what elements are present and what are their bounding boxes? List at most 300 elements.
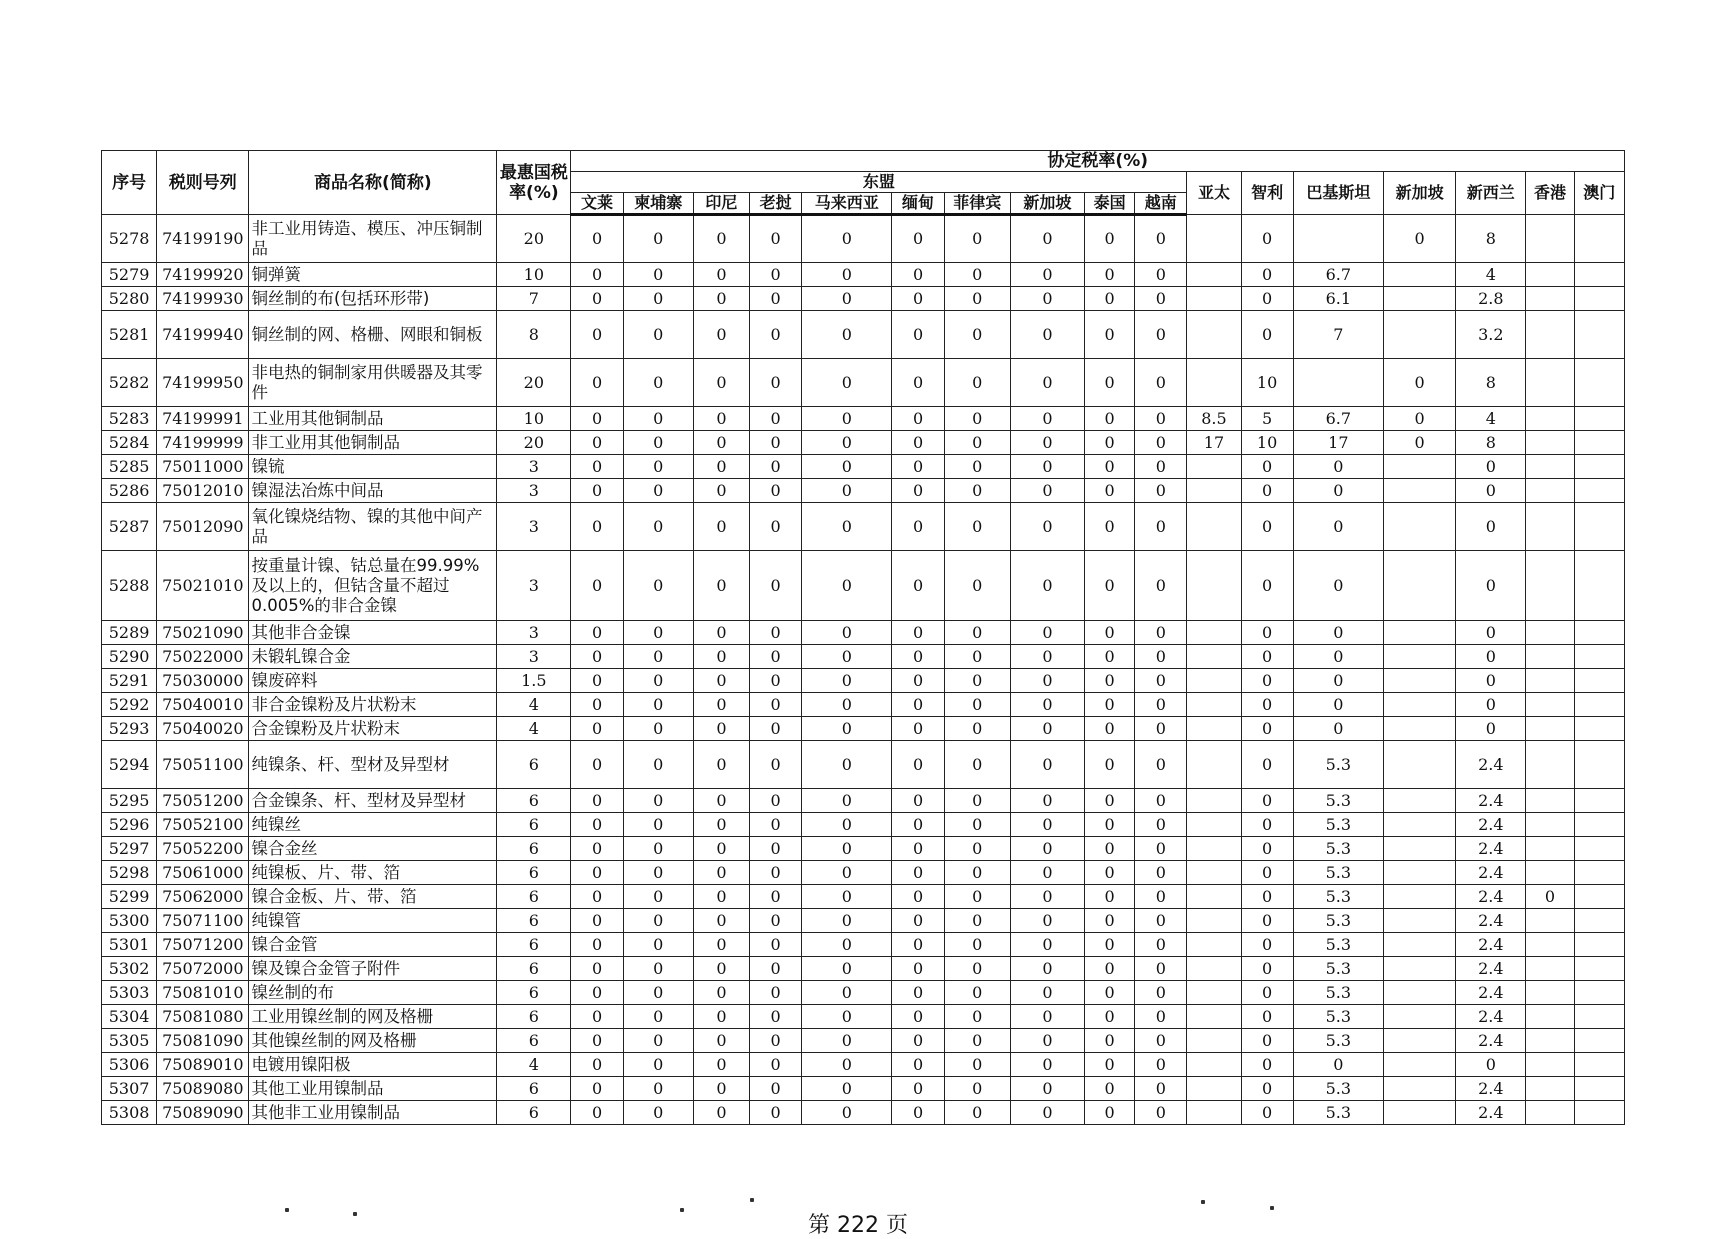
cell-mfn: 6 bbox=[497, 1077, 571, 1101]
cell-agreement-rate bbox=[1293, 215, 1383, 263]
cell-agreement-rate bbox=[1526, 861, 1574, 885]
cell-asean-rate: 0 bbox=[802, 933, 892, 957]
cell-agreement-rate bbox=[1526, 359, 1574, 407]
cell-name: 非工业用其他铜制品 bbox=[249, 431, 497, 455]
cell-asean-rate: 0 bbox=[944, 551, 1010, 621]
cell-agreement-rate: 0 bbox=[1241, 669, 1293, 693]
table-row bbox=[102, 551, 1625, 621]
cell-asean-rate: 0 bbox=[1010, 1077, 1084, 1101]
cell-agreement-rate bbox=[1383, 813, 1455, 837]
cell-asean-rate: 0 bbox=[1135, 479, 1187, 503]
cell-asean-rate: 0 bbox=[623, 431, 693, 455]
cell-agreement-rate: 5.3 bbox=[1293, 837, 1383, 861]
cell-mfn: 6 bbox=[497, 1029, 571, 1053]
cell-asean-rate: 0 bbox=[623, 503, 693, 551]
cell-asean-rate: 0 bbox=[1010, 741, 1084, 789]
cell-agreement-rate: 5.3 bbox=[1293, 909, 1383, 933]
cell-agreement-rate: 0 bbox=[1293, 693, 1383, 717]
table-row bbox=[102, 311, 1625, 359]
cell-asean-rate: 0 bbox=[693, 287, 749, 311]
cell-agreement-rate bbox=[1526, 479, 1574, 503]
cell-asean-rate: 0 bbox=[1135, 717, 1187, 741]
cell-asean-rate: 0 bbox=[750, 551, 802, 621]
cell-asean-rate: 0 bbox=[1010, 479, 1084, 503]
cell-asean-rate: 0 bbox=[802, 861, 892, 885]
cell-agreement-rate: 5.3 bbox=[1293, 885, 1383, 909]
cell-code: 75081080 bbox=[157, 1005, 249, 1029]
cell-asean-rate: 0 bbox=[1085, 287, 1135, 311]
cell-asean-rate: 0 bbox=[1085, 789, 1135, 813]
cell-asean-rate: 0 bbox=[892, 1029, 944, 1053]
cell-agreement-rate bbox=[1526, 933, 1574, 957]
cell-asean-rate: 0 bbox=[1010, 287, 1084, 311]
cell-asean-rate: 0 bbox=[750, 933, 802, 957]
cell-asean-rate: 0 bbox=[693, 1101, 749, 1125]
cell-name: 其他非工业用镍制品 bbox=[249, 1101, 497, 1125]
table-row bbox=[102, 717, 1625, 741]
cell-asean-rate: 0 bbox=[571, 1077, 623, 1101]
header-asean-member: 文莱 bbox=[571, 193, 623, 215]
cell-asean-rate: 0 bbox=[944, 311, 1010, 359]
cell-asean-rate: 0 bbox=[693, 981, 749, 1005]
cell-name: 镍合金丝 bbox=[249, 837, 497, 861]
cell-mfn: 3 bbox=[497, 645, 571, 669]
cell-asean-rate: 0 bbox=[623, 789, 693, 813]
table-row bbox=[102, 407, 1625, 431]
cell-asean-rate: 0 bbox=[571, 981, 623, 1005]
cell-agreement-rate bbox=[1574, 789, 1624, 813]
cell-agreement-rate: 0 bbox=[1456, 669, 1526, 693]
cell-asean-rate: 0 bbox=[693, 621, 749, 645]
cell-agreement-rate: 0 bbox=[1526, 885, 1574, 909]
cell-agreement-rate bbox=[1187, 311, 1241, 359]
cell-agreement-rate bbox=[1526, 957, 1574, 981]
cell-seq: 5299 bbox=[102, 885, 157, 909]
cell-asean-rate: 0 bbox=[571, 215, 623, 263]
page-number: 第 222 页 bbox=[808, 1213, 908, 1238]
cell-agreement-rate: 8 bbox=[1456, 431, 1526, 455]
cell-mfn: 7 bbox=[497, 287, 571, 311]
cell-asean-rate: 0 bbox=[944, 215, 1010, 263]
cell-agreement-rate bbox=[1187, 741, 1241, 789]
cell-seq: 5301 bbox=[102, 933, 157, 957]
cell-asean-rate: 0 bbox=[944, 621, 1010, 645]
cell-agreement-rate bbox=[1187, 933, 1241, 957]
cell-asean-rate: 0 bbox=[1085, 741, 1135, 789]
cell-asean-rate: 0 bbox=[892, 861, 944, 885]
cell-agreement-rate bbox=[1526, 789, 1574, 813]
cell-asean-rate: 0 bbox=[571, 503, 623, 551]
cell-asean-rate: 0 bbox=[1010, 431, 1084, 455]
cell-asean-rate: 0 bbox=[1135, 669, 1187, 693]
cell-asean-rate: 0 bbox=[693, 359, 749, 407]
table-row bbox=[102, 1053, 1625, 1077]
table-row bbox=[102, 263, 1625, 287]
cell-agreement-rate: 5.3 bbox=[1293, 957, 1383, 981]
cell-name: 其他镍丝制的网及格栅 bbox=[249, 1029, 497, 1053]
cell-asean-rate: 0 bbox=[892, 741, 944, 789]
cell-asean-rate: 0 bbox=[571, 693, 623, 717]
cell-asean-rate: 0 bbox=[1085, 359, 1135, 407]
cell-agreement-rate: 2.4 bbox=[1456, 837, 1526, 861]
cell-agreement-rate bbox=[1526, 693, 1574, 717]
cell-agreement-rate bbox=[1574, 669, 1624, 693]
cell-asean-rate: 0 bbox=[1085, 813, 1135, 837]
cell-asean-rate: 0 bbox=[802, 957, 892, 981]
cell-code: 74199930 bbox=[157, 287, 249, 311]
cell-asean-rate: 0 bbox=[571, 479, 623, 503]
cell-code: 74199991 bbox=[157, 407, 249, 431]
cell-code: 74199190 bbox=[157, 215, 249, 263]
cell-asean-rate: 0 bbox=[892, 957, 944, 981]
cell-agreement-rate bbox=[1574, 837, 1624, 861]
cell-agreement-rate bbox=[1526, 1029, 1574, 1053]
cell-agreement-rate bbox=[1187, 215, 1241, 263]
table-row bbox=[102, 455, 1625, 479]
cell-agreement-rate bbox=[1187, 789, 1241, 813]
cell-agreement-rate bbox=[1383, 645, 1455, 669]
cell-mfn: 4 bbox=[497, 693, 571, 717]
cell-agreement-rate: 6.1 bbox=[1293, 287, 1383, 311]
cell-asean-rate: 0 bbox=[693, 1053, 749, 1077]
cell-code: 75030000 bbox=[157, 669, 249, 693]
cell-agreement-rate bbox=[1383, 1077, 1455, 1101]
cell-asean-rate: 0 bbox=[693, 407, 749, 431]
cell-agreement-rate: 2.8 bbox=[1456, 287, 1526, 311]
cell-agreement-rate: 0 bbox=[1241, 885, 1293, 909]
cell-asean-rate: 0 bbox=[1135, 933, 1187, 957]
cell-mfn: 3 bbox=[497, 621, 571, 645]
cell-agreement-rate: 17 bbox=[1187, 431, 1241, 455]
cell-code: 75022000 bbox=[157, 645, 249, 669]
cell-asean-rate: 0 bbox=[944, 455, 1010, 479]
cell-name: 工业用其他铜制品 bbox=[249, 407, 497, 431]
cell-agreement-rate bbox=[1187, 837, 1241, 861]
cell-name: 镍合金管 bbox=[249, 933, 497, 957]
cell-agreement-rate bbox=[1187, 981, 1241, 1005]
cell-asean-rate: 0 bbox=[802, 479, 892, 503]
cell-asean-rate: 0 bbox=[1135, 621, 1187, 645]
cell-agreement-rate: 0 bbox=[1293, 551, 1383, 621]
cell-asean-rate: 0 bbox=[1135, 885, 1187, 909]
cell-asean-rate: 0 bbox=[802, 407, 892, 431]
cell-asean-rate: 0 bbox=[693, 885, 749, 909]
cell-asean-rate: 0 bbox=[802, 311, 892, 359]
cell-code: 75089080 bbox=[157, 1077, 249, 1101]
cell-mfn: 6 bbox=[497, 789, 571, 813]
cell-agreement-rate: 0 bbox=[1456, 645, 1526, 669]
cell-agreement-rate: 5.3 bbox=[1293, 981, 1383, 1005]
cell-agreement-rate bbox=[1383, 311, 1455, 359]
cell-code: 75052100 bbox=[157, 813, 249, 837]
cell-asean-rate: 0 bbox=[571, 311, 623, 359]
cell-mfn: 1.5 bbox=[497, 669, 571, 693]
cell-asean-rate: 0 bbox=[1135, 693, 1187, 717]
cell-agreement-rate: 4 bbox=[1456, 263, 1526, 287]
cell-mfn: 20 bbox=[497, 215, 571, 263]
cell-asean-rate: 0 bbox=[892, 263, 944, 287]
header-asean-member: 泰国 bbox=[1085, 193, 1135, 215]
cell-asean-rate: 0 bbox=[571, 407, 623, 431]
cell-asean-rate: 0 bbox=[750, 455, 802, 479]
table-row bbox=[102, 981, 1625, 1005]
cell-agreement-rate: 0 bbox=[1241, 455, 1293, 479]
tariff-table bbox=[101, 150, 1625, 1125]
cell-agreement-rate bbox=[1574, 741, 1624, 789]
cell-mfn: 6 bbox=[497, 909, 571, 933]
table-body bbox=[102, 215, 1625, 1125]
cell-asean-rate: 0 bbox=[944, 669, 1010, 693]
cell-asean-rate: 0 bbox=[892, 455, 944, 479]
cell-agreement-rate: 0 bbox=[1456, 455, 1526, 479]
table-row bbox=[102, 813, 1625, 837]
cell-agreement-rate: 0 bbox=[1293, 669, 1383, 693]
cell-seq: 5295 bbox=[102, 789, 157, 813]
cell-agreement-rate bbox=[1574, 1005, 1624, 1029]
cell-agreement-rate bbox=[1526, 813, 1574, 837]
cell-asean-rate: 0 bbox=[802, 359, 892, 407]
cell-asean-rate: 0 bbox=[944, 263, 1010, 287]
cell-asean-rate: 0 bbox=[750, 215, 802, 263]
cell-seq: 5297 bbox=[102, 837, 157, 861]
cell-asean-rate: 0 bbox=[1085, 1053, 1135, 1077]
cell-agreement-rate: 0 bbox=[1241, 479, 1293, 503]
cell-agreement-rate bbox=[1574, 215, 1624, 263]
cell-agreement-rate bbox=[1574, 1101, 1624, 1125]
cell-asean-rate: 0 bbox=[1135, 287, 1187, 311]
cell-asean-rate: 0 bbox=[802, 693, 892, 717]
cell-asean-rate: 0 bbox=[892, 431, 944, 455]
cell-asean-rate: 0 bbox=[693, 693, 749, 717]
cell-agreement-rate: 2.4 bbox=[1456, 861, 1526, 885]
cell-seq: 5280 bbox=[102, 287, 157, 311]
cell-asean-rate: 0 bbox=[1085, 621, 1135, 645]
cell-asean-rate: 0 bbox=[1135, 909, 1187, 933]
cell-seq: 5287 bbox=[102, 503, 157, 551]
cell-asean-rate: 0 bbox=[944, 503, 1010, 551]
cell-name: 铜弹簧 bbox=[249, 263, 497, 287]
header-other: 香港 bbox=[1526, 172, 1574, 215]
cell-agreement-rate bbox=[1526, 503, 1574, 551]
cell-asean-rate: 0 bbox=[623, 909, 693, 933]
cell-asean-rate: 0 bbox=[693, 215, 749, 263]
cell-agreement-rate: 5 bbox=[1241, 407, 1293, 431]
cell-agreement-rate: 10 bbox=[1241, 359, 1293, 407]
table-row bbox=[102, 1029, 1625, 1053]
cell-asean-rate: 0 bbox=[1135, 407, 1187, 431]
cell-mfn: 4 bbox=[497, 717, 571, 741]
cell-agreement-rate: 3.2 bbox=[1456, 311, 1526, 359]
cell-asean-rate: 0 bbox=[693, 837, 749, 861]
cell-agreement-rate bbox=[1526, 669, 1574, 693]
cell-seq: 5284 bbox=[102, 431, 157, 455]
cell-mfn: 6 bbox=[497, 837, 571, 861]
cell-asean-rate: 0 bbox=[1085, 669, 1135, 693]
cell-agreement-rate bbox=[1383, 933, 1455, 957]
cell-asean-rate: 0 bbox=[1135, 957, 1187, 981]
cell-asean-rate: 0 bbox=[892, 407, 944, 431]
cell-asean-rate: 0 bbox=[693, 1077, 749, 1101]
cell-asean-rate: 0 bbox=[571, 789, 623, 813]
cell-mfn: 6 bbox=[497, 813, 571, 837]
cell-agreement-rate bbox=[1574, 1053, 1624, 1077]
cell-agreement-rate: 0 bbox=[1293, 479, 1383, 503]
cell-agreement-rate: 0 bbox=[1293, 645, 1383, 669]
cell-asean-rate: 0 bbox=[571, 359, 623, 407]
cell-mfn: 4 bbox=[497, 1053, 571, 1077]
cell-asean-rate: 0 bbox=[802, 813, 892, 837]
cell-agreement-rate: 4 bbox=[1456, 407, 1526, 431]
cell-asean-rate: 0 bbox=[1010, 1053, 1084, 1077]
cell-asean-rate: 0 bbox=[623, 1101, 693, 1125]
cell-asean-rate: 0 bbox=[750, 311, 802, 359]
cell-asean-rate: 0 bbox=[944, 717, 1010, 741]
cell-mfn: 6 bbox=[497, 957, 571, 981]
header-code: 税则号列 bbox=[157, 151, 249, 215]
cell-seq: 5288 bbox=[102, 551, 157, 621]
cell-asean-rate: 0 bbox=[892, 1077, 944, 1101]
cell-seq: 5304 bbox=[102, 1005, 157, 1029]
cell-asean-rate: 0 bbox=[1085, 1101, 1135, 1125]
table-row bbox=[102, 885, 1625, 909]
cell-agreement-rate bbox=[1383, 669, 1455, 693]
cell-asean-rate: 0 bbox=[1010, 693, 1084, 717]
cell-code: 75051200 bbox=[157, 789, 249, 813]
cell-agreement-rate: 0 bbox=[1241, 1077, 1293, 1101]
cell-asean-rate: 0 bbox=[750, 837, 802, 861]
cell-asean-rate: 0 bbox=[1010, 813, 1084, 837]
header-asean-member: 菲律宾 bbox=[944, 193, 1010, 215]
cell-agreement-rate: 2.4 bbox=[1456, 933, 1526, 957]
header-other: 智利 bbox=[1241, 172, 1293, 215]
cell-asean-rate: 0 bbox=[1010, 645, 1084, 669]
cell-asean-rate: 0 bbox=[1135, 1029, 1187, 1053]
cell-asean-rate: 0 bbox=[693, 431, 749, 455]
cell-asean-rate: 0 bbox=[571, 645, 623, 669]
cell-agreement-rate: 0 bbox=[1241, 215, 1293, 263]
cell-asean-rate: 0 bbox=[1085, 885, 1135, 909]
header-other: 澳门 bbox=[1574, 172, 1624, 215]
cell-mfn: 20 bbox=[497, 359, 571, 407]
cell-asean-rate: 0 bbox=[1085, 431, 1135, 455]
cell-asean-rate: 0 bbox=[944, 1005, 1010, 1029]
cell-asean-rate: 0 bbox=[1010, 717, 1084, 741]
cell-agreement-rate bbox=[1526, 1077, 1574, 1101]
cell-asean-rate: 0 bbox=[1135, 359, 1187, 407]
table-row bbox=[102, 669, 1625, 693]
cell-asean-rate: 0 bbox=[750, 957, 802, 981]
cell-asean-rate: 0 bbox=[802, 837, 892, 861]
cell-asean-rate: 0 bbox=[1010, 407, 1084, 431]
cell-asean-rate: 0 bbox=[1085, 933, 1135, 957]
cell-agreement-rate bbox=[1526, 287, 1574, 311]
cell-agreement-rate bbox=[1574, 981, 1624, 1005]
cell-asean-rate: 0 bbox=[571, 1053, 623, 1077]
cell-agreement-rate: 0 bbox=[1241, 981, 1293, 1005]
cell-code: 74199920 bbox=[157, 263, 249, 287]
cell-asean-rate: 0 bbox=[623, 215, 693, 263]
cell-agreement-rate: 0 bbox=[1241, 621, 1293, 645]
cell-asean-rate: 0 bbox=[944, 861, 1010, 885]
cell-agreement-rate: 2.4 bbox=[1456, 1029, 1526, 1053]
cell-asean-rate: 0 bbox=[1085, 1077, 1135, 1101]
cell-name: 工业用镍丝制的网及格栅 bbox=[249, 1005, 497, 1029]
cell-name: 镍锍 bbox=[249, 455, 497, 479]
cell-asean-rate: 0 bbox=[623, 837, 693, 861]
cell-seq: 5289 bbox=[102, 621, 157, 645]
cell-asean-rate: 0 bbox=[944, 1053, 1010, 1077]
cell-asean-rate: 0 bbox=[892, 287, 944, 311]
cell-asean-rate: 0 bbox=[623, 813, 693, 837]
cell-agreement-rate bbox=[1383, 503, 1455, 551]
cell-agreement-rate: 0 bbox=[1241, 1053, 1293, 1077]
cell-code: 75011000 bbox=[157, 455, 249, 479]
cell-asean-rate: 0 bbox=[944, 407, 1010, 431]
cell-mfn: 3 bbox=[497, 503, 571, 551]
cell-agreement-rate: 0 bbox=[1241, 693, 1293, 717]
cell-name: 纯镍丝 bbox=[249, 813, 497, 837]
cell-asean-rate: 0 bbox=[802, 789, 892, 813]
cell-agreement-rate: 0 bbox=[1241, 909, 1293, 933]
cell-asean-rate: 0 bbox=[750, 503, 802, 551]
cell-asean-rate: 0 bbox=[802, 885, 892, 909]
cell-agreement-rate bbox=[1383, 741, 1455, 789]
cell-agreement-rate bbox=[1187, 503, 1241, 551]
cell-agreement-rate bbox=[1383, 551, 1455, 621]
cell-asean-rate: 0 bbox=[892, 359, 944, 407]
cell-asean-rate: 0 bbox=[944, 933, 1010, 957]
cell-asean-rate: 0 bbox=[944, 1077, 1010, 1101]
cell-asean-rate: 0 bbox=[1085, 837, 1135, 861]
cell-asean-rate: 0 bbox=[623, 645, 693, 669]
cell-agreement-rate bbox=[1574, 861, 1624, 885]
cell-seq: 5286 bbox=[102, 479, 157, 503]
cell-seq: 5285 bbox=[102, 455, 157, 479]
cell-asean-rate: 0 bbox=[693, 479, 749, 503]
cell-seq: 5296 bbox=[102, 813, 157, 837]
cell-code: 74199999 bbox=[157, 431, 249, 455]
header-asean-member: 缅甸 bbox=[892, 193, 944, 215]
cell-agreement-rate: 0 bbox=[1456, 717, 1526, 741]
header-asean-member: 越南 bbox=[1135, 193, 1187, 215]
cell-agreement-rate: 2.4 bbox=[1456, 1077, 1526, 1101]
cell-agreement-rate bbox=[1574, 885, 1624, 909]
cell-agreement-rate bbox=[1187, 479, 1241, 503]
cell-name: 铜丝制的网、格栅、网眼和铜板 bbox=[249, 311, 497, 359]
cell-seq: 5305 bbox=[102, 1029, 157, 1053]
cell-seq: 5291 bbox=[102, 669, 157, 693]
cell-code: 75081090 bbox=[157, 1029, 249, 1053]
cell-agreement-rate bbox=[1574, 645, 1624, 669]
cell-code: 75071100 bbox=[157, 909, 249, 933]
cell-code: 75089090 bbox=[157, 1101, 249, 1125]
cell-asean-rate: 0 bbox=[623, 311, 693, 359]
cell-asean-rate: 0 bbox=[1010, 263, 1084, 287]
cell-asean-rate: 0 bbox=[802, 263, 892, 287]
cell-asean-rate: 0 bbox=[1085, 479, 1135, 503]
cell-asean-rate: 0 bbox=[1135, 215, 1187, 263]
cell-name: 按重量计镍、钴总量在99.99%及以上的，但钴含量不超过0.005%的非合金镍 bbox=[249, 551, 497, 621]
cell-seq: 5292 bbox=[102, 693, 157, 717]
cell-mfn: 6 bbox=[497, 885, 571, 909]
cell-agreement-rate: 0 bbox=[1241, 933, 1293, 957]
cell-asean-rate: 0 bbox=[693, 789, 749, 813]
cell-agreement-rate bbox=[1383, 287, 1455, 311]
tariff-sheet bbox=[101, 150, 1625, 1125]
cell-asean-rate: 0 bbox=[1085, 1005, 1135, 1029]
cell-agreement-rate bbox=[1526, 621, 1574, 645]
cell-agreement-rate: 0 bbox=[1293, 1053, 1383, 1077]
